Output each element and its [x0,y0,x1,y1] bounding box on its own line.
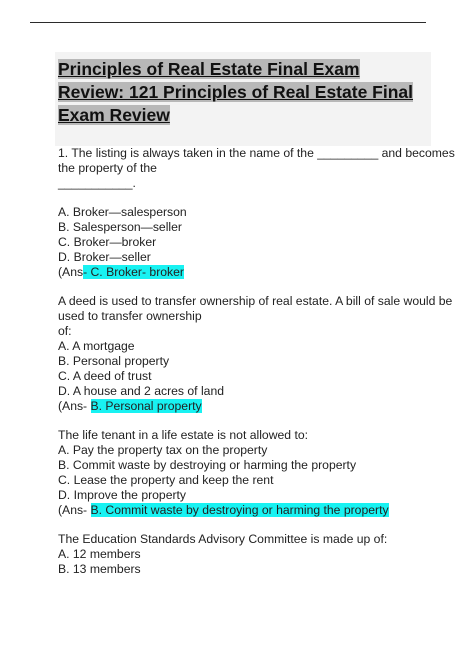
question-stem-line: 1. The listing is always taken in the name of the _________ and becomes [58,146,455,160]
answer-line [58,399,430,414]
answer-option: C. A deed of trust [58,369,152,383]
question-block [58,428,430,518]
answer-prefix: (Ans [58,265,84,279]
answer-line [58,265,430,280]
answer-option: B. Commit waste by destroying or harming the property [58,458,357,472]
answer-option: C. Broker—broker [58,235,157,249]
exam-content [58,146,455,577]
question-stem-line: used to transfer ownership [58,309,202,323]
question-stem-line: A deed is used to transfer ownership of real estate. A bill of sale would be [58,294,453,308]
answer-option: B. Personal property [58,354,170,368]
question-block [58,294,453,414]
answer-option: B. 13 members [58,562,141,576]
question-stem-line: the property of the [58,161,157,175]
question-stem-line: The Education Standards Advisory Committee is made up of: [58,532,388,546]
question-stem-line: The life tenant in a life estate is not allowed to: [58,428,308,442]
question-block [58,532,430,577]
answer-option: B. Salesperson—seller [58,220,182,234]
highlighted-answer: - C. Broker- broker [83,265,184,279]
question-stem-line: of: [58,324,72,338]
answer-option: A. A mortgage [58,339,135,353]
question-block [58,146,455,280]
answer-option: D. Improve the property [58,488,187,502]
answer-prefix: (Ans- [58,503,91,517]
highlighted-answer: B. Commit waste by destroying or harming the property [90,503,389,517]
answer-line [58,503,430,518]
document-title [58,58,418,127]
question-stem-line: ___________. [58,176,136,190]
highlighted-answer: B. Personal property [90,399,202,413]
title-text: Principles of Real Estate Final Exam Review: 121 Principles of Real Estate Final Exam Review [58,59,413,125]
answer-option: A. 12 members [58,547,141,561]
answer-option: A. Pay the property tax on the property [58,443,268,457]
answer-option: D. Broker—seller [58,250,151,264]
answer-option: C. Lease the property and keep the rent [58,473,274,487]
answer-prefix: (Ans- [58,399,91,413]
answer-option: D. A house and 2 acres of land [58,384,224,398]
answer-option: A. Broker—salesperson [58,205,187,219]
top-rule [30,22,426,23]
